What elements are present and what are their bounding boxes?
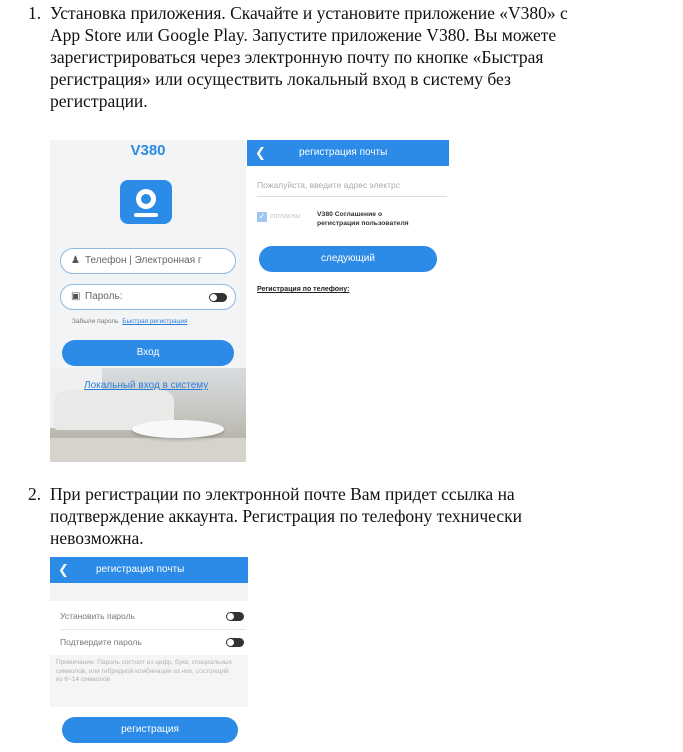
phone-register-link[interactable]: Регистрация по телефону:	[257, 286, 350, 293]
local-login-link[interactable]: Локальный вход в систему	[84, 380, 209, 391]
step-number: 2.	[28, 484, 42, 504]
agree-checkbox[interactable]: ✓	[258, 212, 266, 221]
user-icon: ♟	[71, 255, 80, 266]
email-registration-screenshot	[247, 140, 449, 462]
lock-icon: ▣	[71, 291, 81, 302]
email-input[interactable]: Пожалуйста, введите адрес электрс	[257, 180, 447, 197]
terms-link[interactable]	[317, 210, 409, 228]
set-password-placeholder: Установить пароль	[60, 611, 135, 621]
password-input[interactable]	[60, 284, 236, 310]
password-screenshot	[50, 555, 248, 752]
title-bar	[247, 140, 449, 166]
step-number: 1.	[28, 3, 42, 23]
password-note-text: Примечание: Пароль состоит из цифр, букв, специальных символов, или гибридной комбинации из них, состоящий из 6~14 символов	[56, 659, 232, 684]
quick-register-link[interactable]: Быстрая регистрация	[122, 318, 188, 325]
screen-title: регистрация почты	[96, 564, 185, 575]
password-visibility-toggle[interactable]	[226, 612, 244, 621]
camera-logo-icon	[120, 180, 172, 224]
terms-line: V380 Соглашение о	[317, 211, 383, 218]
password-note	[50, 655, 248, 707]
next-button[interactable]: следующий	[259, 246, 437, 272]
step-1-paragraph	[28, 2, 678, 114]
paragraph-line: подтверждение аккаунта. Регистрация по телефону технически	[50, 506, 522, 526]
back-icon[interactable]: ❮	[255, 145, 266, 160]
login-button[interactable]: Вход	[62, 340, 234, 366]
password-visibility-toggle[interactable]	[226, 638, 244, 647]
paragraph-line: регистрации.	[50, 91, 148, 111]
paragraph-line: Установка приложения. Скачайте и установите приложение «V380» с	[50, 3, 568, 23]
screen-title: регистрация почты	[299, 147, 388, 158]
confirm-password-field[interactable]	[60, 629, 246, 655]
agree-label: согласны	[270, 213, 301, 220]
forgot-password-link[interactable]: Забыли пароль	[72, 318, 119, 325]
forgot-row	[72, 318, 188, 325]
password-placeholder: Пароль:	[85, 291, 123, 302]
login-screenshot	[50, 140, 246, 462]
paragraph-line: невозможна.	[50, 528, 144, 548]
terms-line: регистрации пользователя	[317, 220, 409, 227]
phone-email-input[interactable]	[60, 248, 236, 274]
back-icon[interactable]: ❮	[58, 562, 69, 577]
step-2-paragraph	[28, 483, 678, 551]
paragraph-line: зарегистрироваться через электронную почту по кнопке «Быстрая	[50, 47, 544, 67]
title-bar	[50, 557, 248, 583]
password-visibility-toggle[interactable]	[209, 293, 227, 302]
set-password-field[interactable]	[60, 603, 246, 630]
paragraph-line: регистрация» или осуществить локальный вход в систему без	[50, 69, 511, 89]
phone-email-placeholder: Телефон | Электронная г	[85, 255, 202, 266]
app-title: V380	[130, 142, 166, 159]
paragraph-line: При регистрации по электронной почте Вам придет ссылка на	[50, 484, 515, 504]
confirm-password-placeholder: Подтвердите пароль	[60, 637, 142, 647]
spacer	[50, 583, 248, 601]
paragraph-line: App Store или Google Play. Запустите приложение V380. Вы можете	[50, 25, 557, 45]
register-button[interactable]: регистрация	[62, 717, 238, 743]
